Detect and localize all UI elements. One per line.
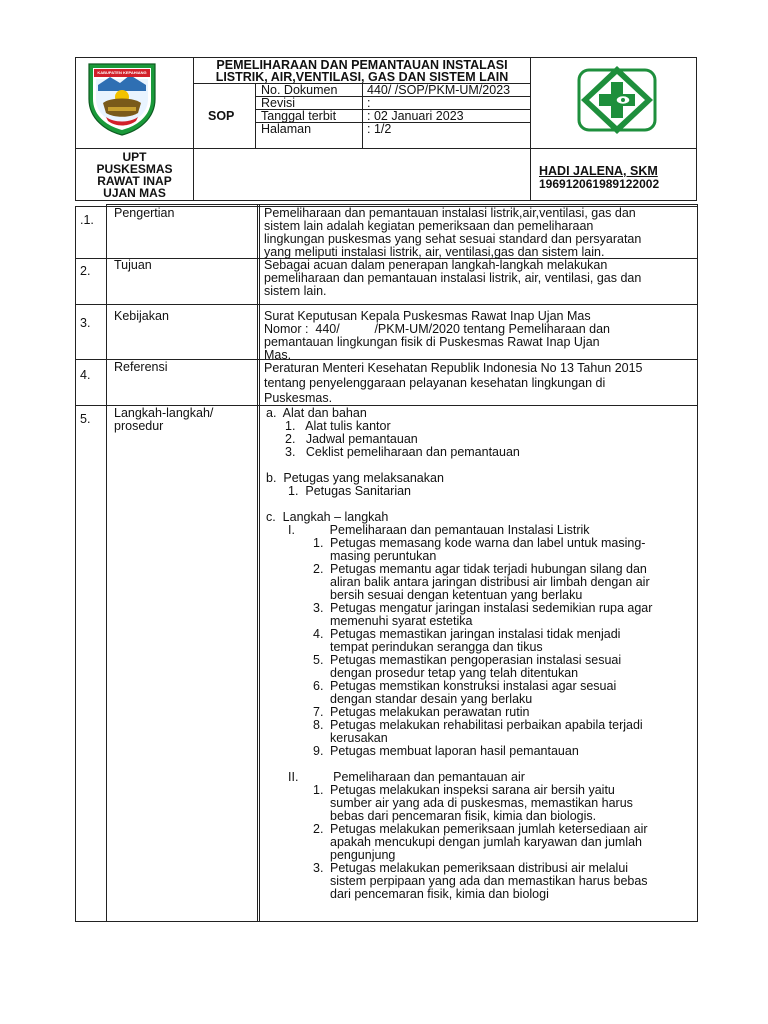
section-body-line: pemantauan lingkungan fisik di Puskesmas Rawat Inap Ujan bbox=[264, 335, 600, 349]
section-body-line: Nomor : 440/ /PKM-UM/2020 tentang Pemeliharaan dan bbox=[264, 322, 611, 336]
section-body-line: Pemeliharaan dan pemantauan instalasi listrik,air,ventilasi, gas dan bbox=[264, 206, 636, 220]
step-text: apakah mencukupi dengan jumlah karyawan dan jumlah bbox=[330, 835, 643, 849]
step-text: bebas dari pencemaran fisik, kimia dan biologis. bbox=[330, 809, 597, 823]
step-number: 8. bbox=[313, 718, 324, 732]
org-name-line-4: UJAN MAS bbox=[103, 186, 166, 200]
step-number: 3. bbox=[313, 861, 324, 875]
section-title-tujuan: Tujuan bbox=[114, 258, 152, 272]
step-text: Petugas memastikan jaringan instalasi tidak menjadi bbox=[330, 627, 621, 641]
document-title-line-2: LISTRIK, AIR,VENTILASI, GAS DAN SISTEM LAIN bbox=[215, 70, 509, 84]
step-text: masing peruntukan bbox=[330, 549, 437, 563]
section-title-kebijakan: Kebijakan bbox=[114, 309, 169, 323]
step-text: sistem perpipaan yang ada dan memastikan harus bebas bbox=[330, 874, 648, 888]
step-text: Petugas memstikan konstruksi instalasi agar sesuai bbox=[330, 679, 617, 693]
step-text: kerusakan bbox=[330, 731, 388, 745]
step-text: dari pencemaran fisik, kimia dan biologi bbox=[330, 887, 549, 901]
section-body-line: pemeliharaan dan pemantauan instalasi listrik, air, ventilasi, gas dan bbox=[264, 271, 642, 285]
step-number: 1. bbox=[313, 536, 324, 550]
step-text: pengunjung bbox=[330, 848, 396, 862]
step-text: bersih sesuai dengan ketentuan yang berlaku bbox=[330, 588, 583, 602]
step-text: Petugas melakukan pemeriksaan jumlah ketersediaan air bbox=[330, 822, 648, 836]
procedure-b-label: b. Petugas yang melaksanakan bbox=[266, 471, 444, 485]
step-number: 3. bbox=[313, 601, 324, 615]
document-title-line-1: PEMELIHARAAN DAN PEMANTAUAN INSTALASI bbox=[216, 58, 508, 72]
doc-row-value-revisi: : bbox=[367, 96, 371, 110]
section-body-line: Surat Keputusan Kepala Puskesmas Rawat Inap Ujan Mas bbox=[264, 309, 591, 323]
doc-row-label-revisi: Revisi bbox=[261, 96, 296, 110]
section-body-line: lingkungan puskesmas yang sehat sesuai standard dan persyaratan bbox=[264, 232, 642, 246]
signer-name: HADI JALENA, SKM bbox=[539, 164, 658, 178]
section-body-line: tentang penyelenggaraan pelayanan kesehatan lingkungan di bbox=[264, 376, 606, 390]
section-body-line: Sebagai acuan dalam penerapan langkah-langkah melakukan bbox=[264, 258, 608, 272]
doc-row-label-tanggal: Tanggal terbit bbox=[261, 109, 337, 123]
step-number: 7. bbox=[313, 705, 324, 719]
step-number: 6. bbox=[313, 679, 324, 693]
procedure-a-item: 3. Ceklist pemeliharaan dan pemantauan bbox=[285, 445, 520, 459]
step-text: Petugas memastikan pengoperasian instalasi sesuai bbox=[330, 653, 622, 667]
step-text: Petugas melakukan rehabilitasi perbaikan apabila terjadi bbox=[330, 718, 643, 732]
section-title-pengertian: Pengertian bbox=[114, 206, 175, 220]
procedure-b-item: 1. Petugas Sanitarian bbox=[288, 484, 411, 498]
doc-row-value-halaman: : 1/2 bbox=[367, 122, 392, 136]
procedure-a-item: 2. Jadwal pemantauan bbox=[285, 432, 418, 446]
step-number: 5. bbox=[313, 653, 324, 667]
section-title-langkah: Langkah-langkah/ bbox=[114, 406, 214, 420]
procedure-c1-label: I. Pemeliharaan dan pemantauan Instalasi Listrik bbox=[288, 523, 590, 537]
section-body-line: yang meliputi instalasi listrik, air, ventilasi,gas dan sistem lain. bbox=[264, 245, 605, 259]
section-number-1: .1. bbox=[80, 213, 94, 227]
procedure-a-item: 1. Alat tulis kantor bbox=[285, 419, 391, 433]
section-number-3: 3. bbox=[80, 316, 91, 330]
step-number: 9. bbox=[313, 744, 324, 758]
step-text: Petugas memasang kode warna dan label untuk masing- bbox=[330, 536, 646, 550]
procedure-c2-label: II. Pemeliharaan dan pemantauan air bbox=[288, 770, 525, 784]
doc-row-label-no-dokumen: No. Dokumen bbox=[261, 83, 338, 97]
procedure-a-label: a. Alat dan bahan bbox=[266, 406, 367, 420]
section-title-prosedur: prosedur bbox=[114, 419, 164, 433]
step-text: Petugas melakukan pemeriksaan distribusi air melalui bbox=[330, 861, 629, 875]
kabupaten-logo bbox=[86, 61, 158, 137]
section-number-5: 5. bbox=[80, 412, 91, 426]
org-name-line-2: PUSKESMAS bbox=[96, 162, 173, 176]
step-text: Petugas melakukan inspeksi sarana air bersih yaitu bbox=[330, 783, 615, 797]
section-body-line: sistem lain adalah kegiatan pemeriksaan dan pemeliharaan bbox=[264, 219, 594, 233]
section-number-2: 2. bbox=[80, 264, 91, 278]
logo-banner: KABUPATEN KEPAHIANG bbox=[97, 70, 147, 75]
step-number: 2. bbox=[313, 562, 324, 576]
doc-row-value-tanggal: : 02 Januari 2023 bbox=[367, 109, 464, 123]
step-number: 2. bbox=[313, 822, 324, 836]
step-text: sumber air yang ada di puskesmas, memastikan harus bbox=[330, 796, 633, 810]
step-text: dengan standar desain yang berlaku bbox=[330, 692, 533, 706]
org-name-line-3: RAWAT INAP bbox=[97, 174, 172, 188]
procedure-c-label: c. Langkah – langkah bbox=[266, 510, 389, 524]
section-number-4: 4. bbox=[80, 368, 91, 382]
step-text: memenuhi syarat estetika bbox=[330, 614, 473, 628]
org-name-line-1: UPT bbox=[122, 150, 147, 164]
puskesmas-logo bbox=[577, 64, 657, 136]
step-text: dengan prosedur tetap yang telah ditentukan bbox=[330, 666, 579, 680]
step-text: tempat perindukan serangga dan tikus bbox=[330, 640, 543, 654]
sop-label: SOP bbox=[208, 109, 235, 123]
step-number: 4. bbox=[313, 627, 324, 641]
step-text: Petugas mengatur jaringan instalasi sedemikian rupa agar bbox=[330, 601, 653, 615]
section-body-line: sistem lain. bbox=[264, 284, 327, 298]
section-body-line: Puskesmas. bbox=[264, 391, 333, 405]
section-title-referensi: Referensi bbox=[114, 360, 168, 374]
step-text: Petugas memantu agar tidak terjadi hubungan silang dan bbox=[330, 562, 647, 576]
step-text: aliran balik antara jaringan distribusi air limbah dengan air bbox=[330, 575, 650, 589]
section-body-line: Peraturan Menteri Kesehatan Republik Indonesia No 13 Tahun 2015 bbox=[264, 361, 643, 375]
step-text: Petugas melakukan perawatan rutin bbox=[330, 705, 530, 719]
step-text: Petugas membuat laporan hasil pemantauan bbox=[330, 744, 579, 758]
step-number: 1. bbox=[313, 783, 324, 797]
section-body-line: Mas. bbox=[264, 348, 292, 362]
doc-row-label-halaman: Halaman bbox=[261, 122, 312, 136]
doc-row-value-no-dokumen: 440/ /SOP/PKM-UM/2023 bbox=[367, 83, 511, 97]
signer-nip: 196912061989122002 bbox=[539, 177, 660, 191]
